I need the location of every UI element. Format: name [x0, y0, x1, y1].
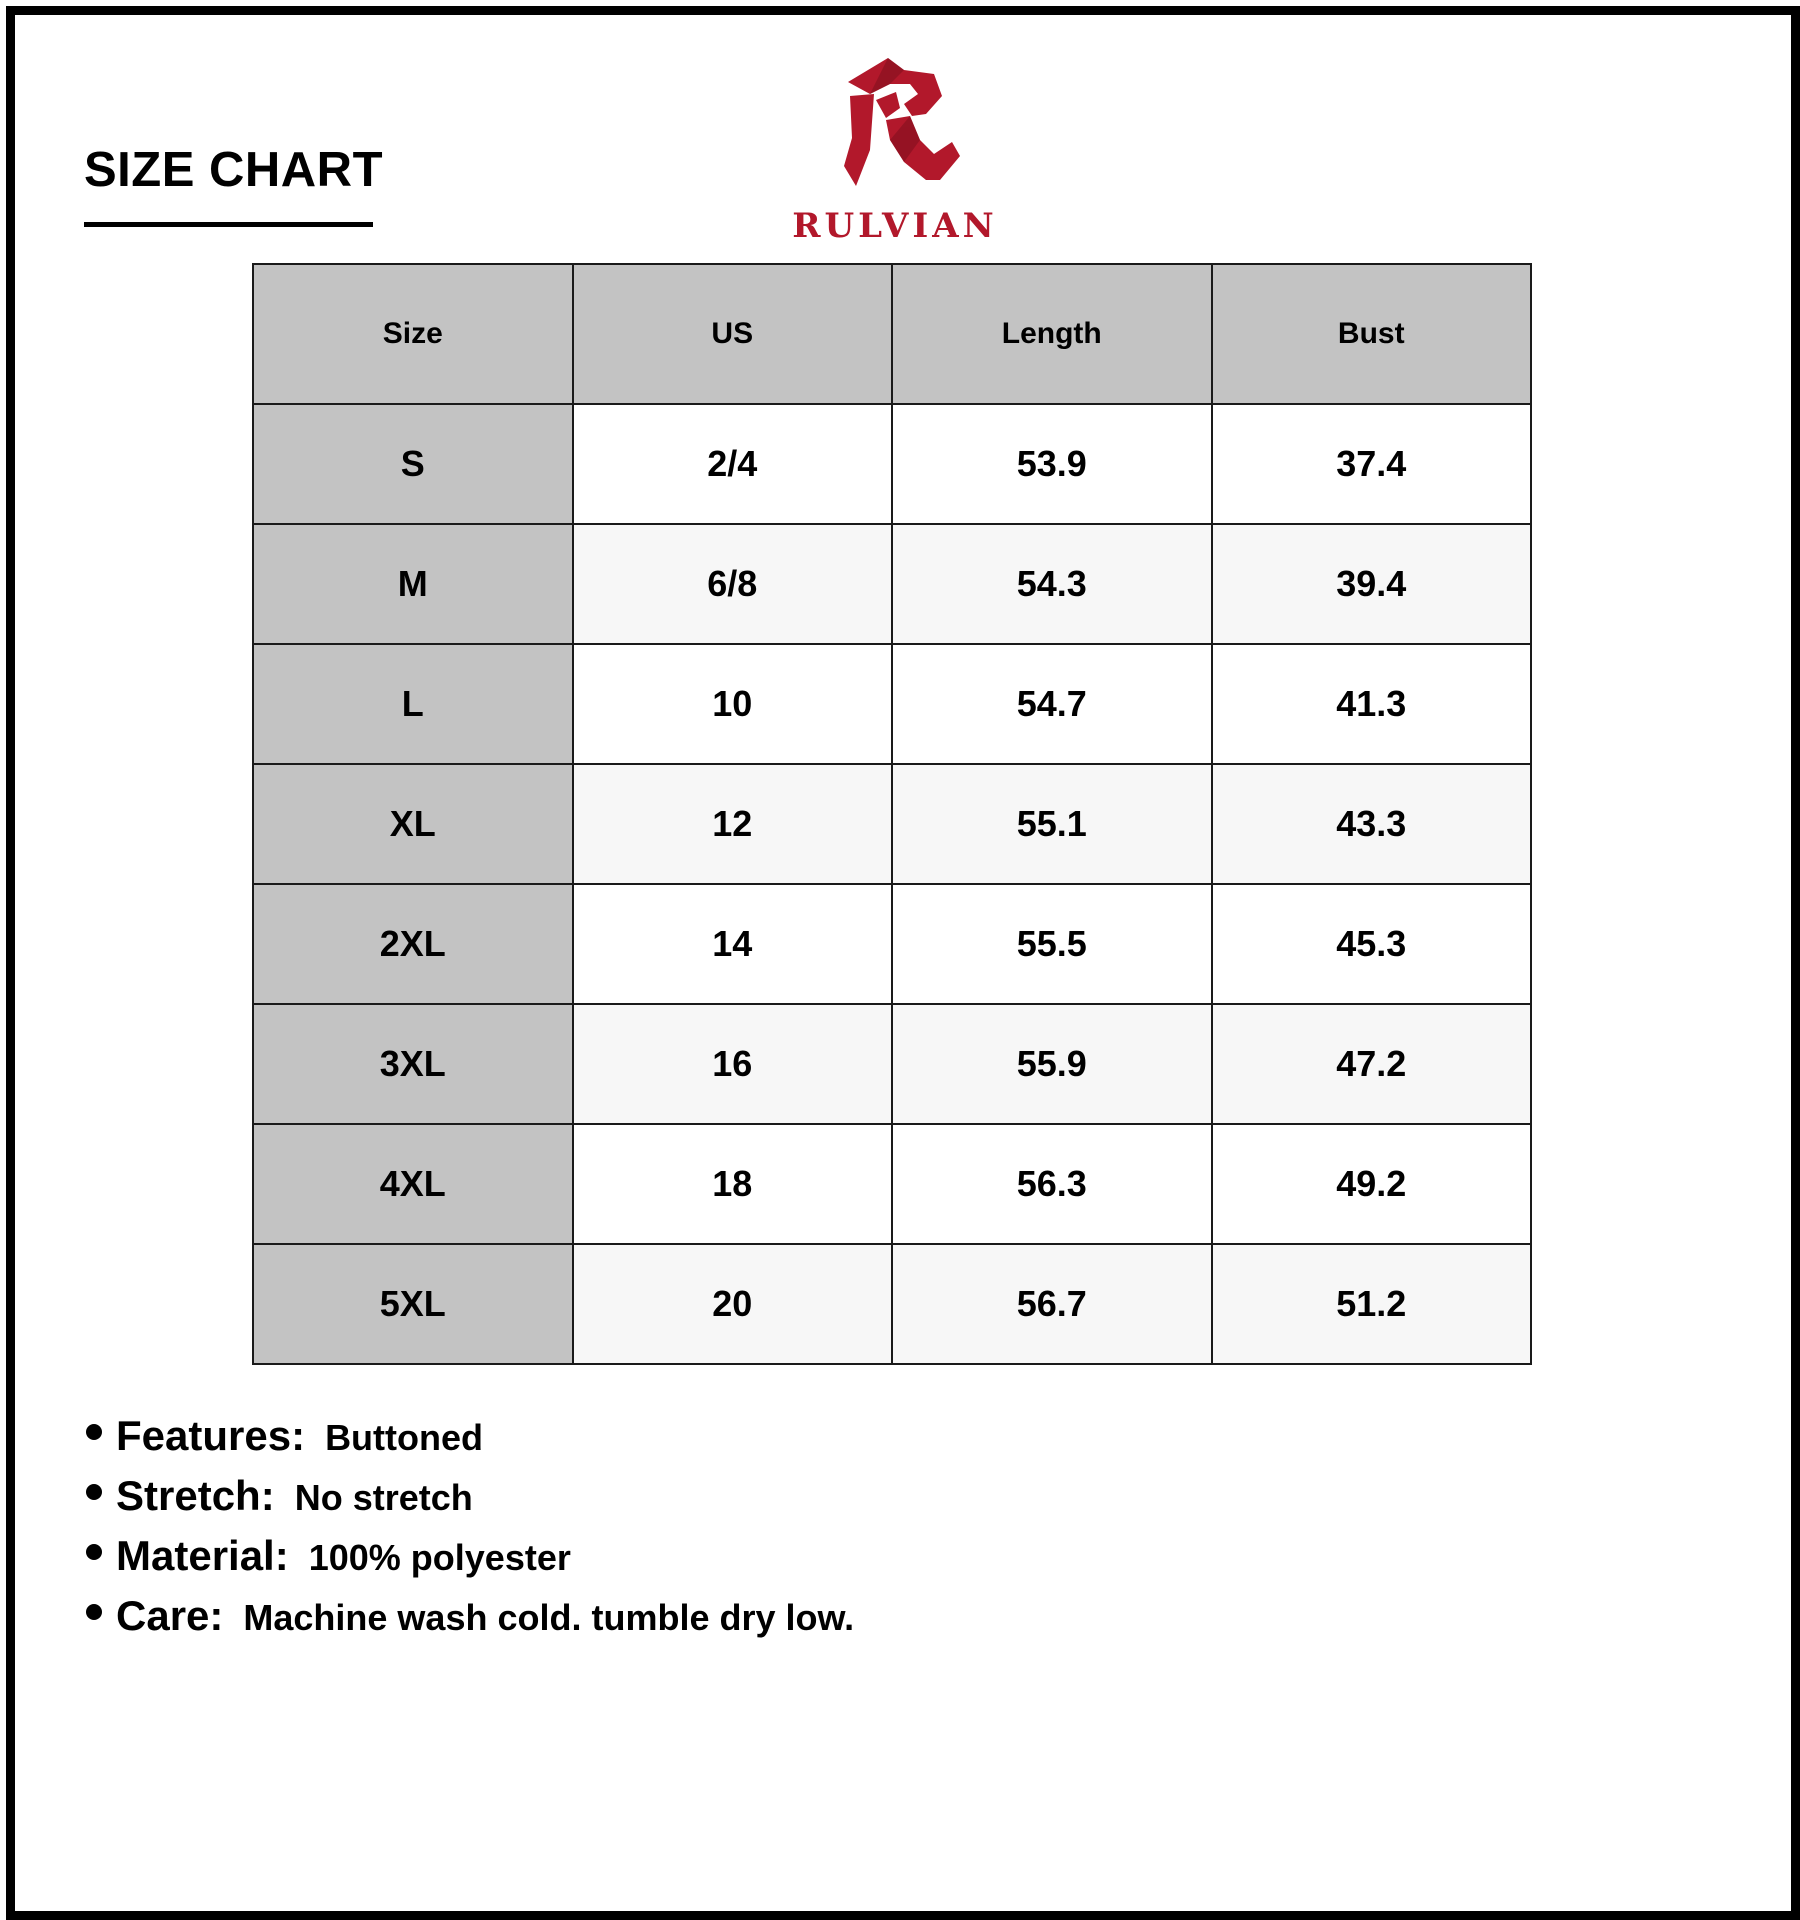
list-item	[86, 1532, 854, 1592]
bust-cell: 49.2	[1212, 1124, 1532, 1244]
table-row	[253, 404, 1531, 524]
length-cell: 54.7	[892, 644, 1212, 764]
list-item	[86, 1412, 854, 1472]
size-cell: 4XL	[253, 1124, 573, 1244]
size-cell: 2XL	[253, 884, 573, 1004]
bullet-icon	[86, 1424, 102, 1440]
us-cell: 16	[573, 1004, 893, 1124]
bullet-icon	[86, 1604, 102, 1620]
bust-cell: 51.2	[1212, 1244, 1532, 1364]
size-cell: S	[253, 404, 573, 524]
rulvian-r-logo-icon	[830, 54, 960, 204]
table-row	[253, 1124, 1531, 1244]
column-header-size: Size	[253, 264, 573, 404]
length-cell: 56.7	[892, 1244, 1212, 1364]
feature-value: No stretch	[294, 1477, 473, 1518]
feature-label: Care:	[116, 1592, 224, 1639]
bust-cell: 39.4	[1212, 524, 1532, 644]
table-row	[253, 644, 1531, 764]
feature-value: Buttoned	[325, 1417, 484, 1458]
length-cell: 55.1	[892, 764, 1212, 884]
column-header-length: Length	[892, 264, 1212, 404]
bullet-icon	[86, 1544, 102, 1560]
table-row	[253, 764, 1531, 884]
table-row	[253, 1244, 1531, 1364]
size-cell: M	[253, 524, 573, 644]
column-header-bust: Bust	[1212, 264, 1532, 404]
length-cell: 55.9	[892, 1004, 1212, 1124]
table-header-row	[253, 264, 1531, 404]
us-cell: 18	[573, 1124, 893, 1244]
bullet-icon	[86, 1484, 102, 1500]
feature-label: Stretch:	[116, 1472, 275, 1519]
feature-value: Machine wash cold. tumble dry low.	[243, 1597, 855, 1638]
feature-value: 100% polyester	[308, 1537, 571, 1578]
bust-cell: 37.4	[1212, 404, 1532, 524]
table-row	[253, 884, 1531, 1004]
length-cell: 55.5	[892, 884, 1212, 1004]
bust-cell: 47.2	[1212, 1004, 1532, 1124]
length-cell: 54.3	[892, 524, 1212, 644]
us-cell: 14	[573, 884, 893, 1004]
bust-cell: 41.3	[1212, 644, 1532, 764]
us-cell: 10	[573, 644, 893, 764]
table-row	[253, 1004, 1531, 1124]
title-underline	[84, 222, 373, 227]
size-cell: L	[253, 644, 573, 764]
feature-label: Features:	[116, 1412, 306, 1459]
bust-cell: 43.3	[1212, 764, 1532, 884]
list-item	[86, 1472, 854, 1532]
bust-cell: 45.3	[1212, 884, 1532, 1004]
list-item	[86, 1592, 854, 1652]
us-cell: 6/8	[573, 524, 893, 644]
us-cell: 2/4	[573, 404, 893, 524]
length-cell: 56.3	[892, 1124, 1212, 1244]
us-cell: 12	[573, 764, 893, 884]
us-cell: 20	[573, 1244, 893, 1364]
size-cell: 5XL	[253, 1244, 573, 1364]
feature-list	[86, 1412, 854, 1652]
size-cell: 3XL	[253, 1004, 573, 1124]
size-table	[252, 263, 1532, 1365]
page-title: SIZE CHART	[84, 143, 383, 197]
table-row	[253, 524, 1531, 644]
feature-label: Material:	[116, 1532, 289, 1579]
brand-wordmark: RULVIAN	[792, 206, 998, 246]
column-header-us: US	[573, 264, 893, 404]
length-cell: 53.9	[892, 404, 1212, 524]
size-cell: XL	[253, 764, 573, 884]
